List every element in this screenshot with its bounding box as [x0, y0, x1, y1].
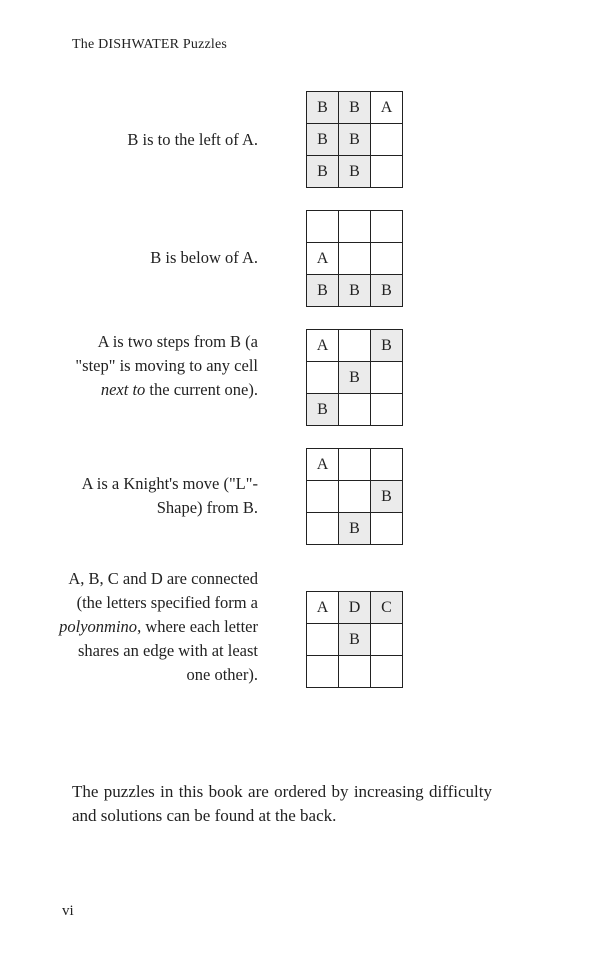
grid-cell	[371, 124, 403, 156]
example-1-grid	[306, 91, 403, 188]
example-5-description	[58, 567, 258, 687]
grid-cell	[371, 656, 403, 688]
description-part: next to	[100, 380, 146, 399]
grid-cell	[307, 362, 339, 394]
grid-cell: A	[371, 92, 403, 124]
description-part: A, B, C and D are connected (the letters specified form a	[68, 569, 258, 612]
grid-cell	[307, 513, 339, 545]
example-3-grid	[306, 329, 403, 426]
grid-cell	[307, 624, 339, 656]
grid-cell: A	[307, 592, 339, 624]
grid-cell	[339, 449, 371, 481]
page-number: vi	[62, 903, 74, 919]
example-5-grid	[306, 591, 403, 688]
grid-cell: B	[339, 92, 371, 124]
grid-cell: B	[307, 124, 339, 156]
body-paragraph: The puzzles in this book are ordered by increasing difficulty and solutions can be found at the back.	[72, 782, 492, 825]
grid-cell	[307, 481, 339, 513]
description-part: polyonmino	[59, 617, 138, 636]
grid-cell	[339, 243, 371, 275]
grid-cell: A	[307, 243, 339, 275]
grid-cell: A	[307, 449, 339, 481]
grid-cell	[371, 394, 403, 426]
grid-cell	[371, 624, 403, 656]
grid-cell: C	[371, 592, 403, 624]
grid-cell: B	[371, 330, 403, 362]
grid-cell	[371, 156, 403, 188]
grid-cell: B	[371, 481, 403, 513]
grid-cell: B	[307, 92, 339, 124]
running-head: The DISHWATER Puzzles	[72, 37, 228, 52]
grid-cell	[371, 513, 403, 545]
grid-cell: B	[371, 275, 403, 307]
description-part: , where each letter shares an edge with at least one other).	[77, 617, 258, 684]
grid-cell: B	[339, 513, 371, 545]
description-part: the current one).	[145, 380, 258, 399]
grid-cell: B	[307, 275, 339, 307]
grid-cell	[371, 449, 403, 481]
grid-cell: B	[339, 624, 371, 656]
grid-cell	[307, 211, 339, 243]
description-part: B is to the left of A.	[127, 130, 258, 149]
grid-cell: B	[339, 275, 371, 307]
example-1-description	[58, 128, 258, 152]
example-4-grid	[306, 448, 403, 545]
grid-cell: B	[339, 156, 371, 188]
grid-cell	[339, 330, 371, 362]
description-part: B is below of A.	[150, 248, 258, 267]
grid-cell	[371, 362, 403, 394]
grid-cell	[371, 243, 403, 275]
grid-cell	[339, 211, 371, 243]
example-2-grid	[306, 210, 403, 307]
example-4-description	[58, 472, 258, 520]
grid-cell	[339, 394, 371, 426]
grid-cell: B	[307, 156, 339, 188]
grid-cell: D	[339, 592, 371, 624]
example-3-description	[58, 330, 258, 402]
grid-cell: B	[307, 394, 339, 426]
example-2-description	[58, 246, 258, 270]
grid-cell	[371, 211, 403, 243]
description-part: A is two steps from B (a "step" is moving to any cell	[75, 332, 258, 375]
description-part: A is a Knight's move ("L"-Shape) from B.	[81, 474, 258, 517]
grid-cell	[307, 656, 339, 688]
grid-cell	[339, 656, 371, 688]
grid-cell: B	[339, 362, 371, 394]
grid-cell: A	[307, 330, 339, 362]
grid-cell	[339, 481, 371, 513]
grid-cell: B	[339, 124, 371, 156]
